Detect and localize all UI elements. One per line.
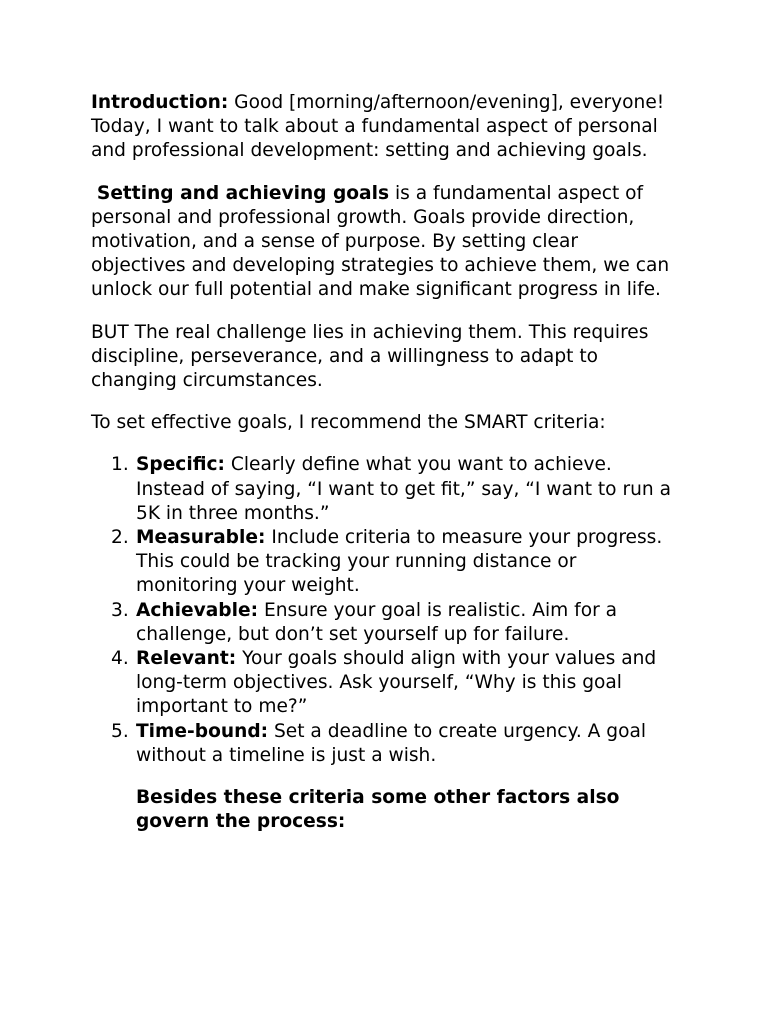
- smart-description: Ensure your goal is realistic. Aim for a challenge, but don’t set yourself up for failure.: [136, 599, 618, 645]
- intro-heading: Introduction:: [91, 92, 229, 113]
- challenge-paragraph: BUT The real challenge lies in achieving them. This requires discipline, perseverance, and a willingness to adapt to changing circumstances.: [91, 321, 649, 392]
- closing-heading: Besides these criteria some other factors also govern the process:: [136, 787, 620, 833]
- goals-paragraph: [91, 182, 676, 303]
- list-number: 1.: [111, 454, 129, 476]
- list-number: 5.: [111, 720, 129, 742]
- smart-item-time-bound: [91, 720, 676, 768]
- smart-term: Specific:: [136, 454, 225, 476]
- list-number: 4.: [111, 648, 129, 670]
- smart-intro-paragraph: To set effective goals, I recommend the SMART criteria:: [91, 412, 606, 434]
- smart-item-specific: [91, 453, 676, 526]
- smart-item-measurable: [91, 526, 676, 599]
- smart-term: Relevant:: [136, 648, 237, 670]
- intro-paragraph: [91, 91, 676, 164]
- smart-item-relevant: [91, 647, 676, 720]
- smart-description: Set a deadline to create urgency. A goal without a timeline is just a wish.: [136, 720, 647, 766]
- intro-text: Good [morning/afternoon/evening], everyone! Today, I want to talk about a fundamental aspect of personal and professional development: setting and achieving goals.: [91, 92, 665, 162]
- list-number: 2.: [111, 527, 129, 549]
- smart-term: Measurable:: [136, 527, 266, 549]
- goals-text: is a fundamental aspect of personal and professional growth. Goals provide direction, motivation, and a sense of purpose. By setting clear objectives and developing strategies to achieve them, we can unlock our full potential and make significant progress in life.: [91, 182, 670, 301]
- smart-term: Achievable:: [136, 599, 259, 621]
- smart-description: Your goals should align with your values and long-term objectives. Ask yourself, “Why is this goal important to me?”: [136, 648, 657, 718]
- smart-term: Time-bound:: [136, 720, 269, 742]
- smart-item-achievable: [91, 599, 676, 647]
- smart-criteria-list: [91, 453, 676, 768]
- goals-heading: Setting and achieving goals: [96, 182, 390, 204]
- smart-description: Include criteria to measure your progress. This could be tracking your running distance or monitoring your weight.: [136, 527, 663, 597]
- list-number: 3.: [111, 599, 129, 621]
- smart-description: Clearly define what you want to achieve. Instead of saying, “I want to get fit,” say, “I want to run a 5K in three months.”: [136, 454, 671, 524]
